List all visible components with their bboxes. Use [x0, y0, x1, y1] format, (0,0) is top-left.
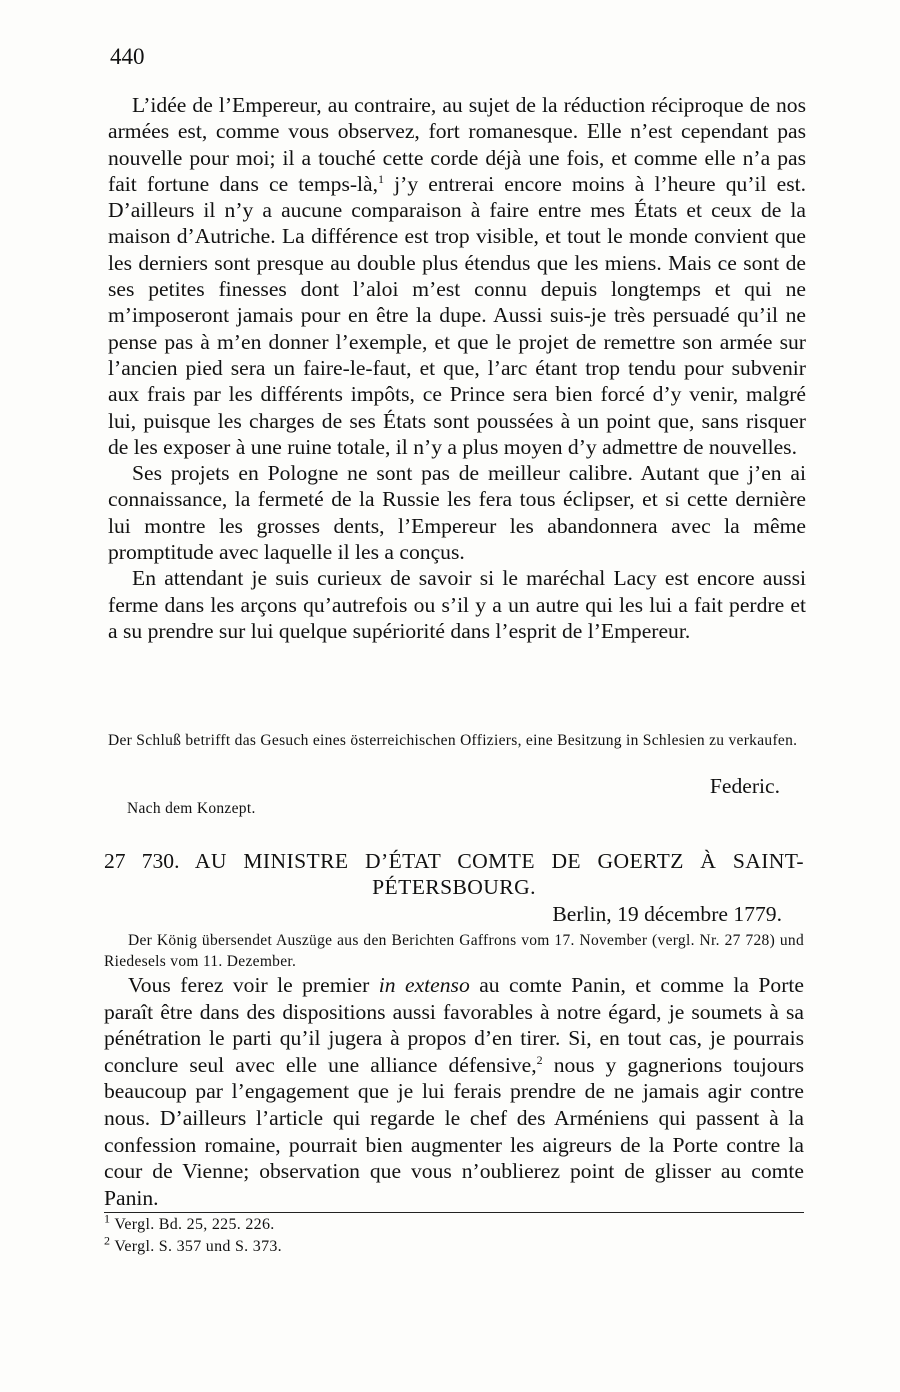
footnote-text: Vergl. S. 357 und S. 373. [110, 1238, 282, 1255]
footnote-ref-2: 2 [536, 1052, 543, 1067]
paragraph-2 [108, 460, 806, 565]
page-number: 440 [110, 44, 145, 69]
footnote-rule [104, 1212, 804, 1213]
letter-paragraph [104, 972, 804, 1211]
letter-text: au comte Panin, et comme la Porte paraît être dans des dispositions aussi favorables à notre égard, je soumets à sa pénétration le parti qu’il jugera à propos d’en tirer. Si, en tout cas, je pourrais conclure seul avec elle une alliance défensive, [104, 973, 805, 1077]
footnotes [104, 1211, 804, 1258]
document-heading [104, 848, 804, 900]
paragraph-text: En attendant je suis curieux de savoir si le maréchal Lacy est encore aussi ferme dans les arçons qu’autrefois ou s’il y a un autre qui les lui a fait perdre et a su prendre sur lui quelque supériorité dans l’esprit de l’Empereur. [108, 566, 806, 643]
footnote-1 [104, 1211, 804, 1236]
letter-emphasis: in extenso [378, 973, 470, 997]
summary-text: Der König übersendet Auszüge aus den Berichten Gaffrons vom 17. November (vergl. Nr. 27 728) und Riedesels vom 11. Dezember. [104, 932, 804, 970]
letter-body [104, 972, 804, 1211]
main-text [108, 92, 806, 644]
editor-note: Der Schluß betrifft das Gesuch eines österreichischen Offiziers, eine Besitzung in Schlesien zu verkaufen. [108, 732, 798, 749]
signature: Federic. [709, 774, 780, 798]
footnote-2 [104, 1233, 804, 1258]
dateline: Berlin, 19 décembre 1779. [552, 902, 782, 926]
paragraph-text-tail: j’y entrerai encore moins à l’heure qu’il est. D’ailleurs il n’y a aucune comparaison à faire entre mes États et ceux de la maison d’Autriche. La différence est trop visible, et tout le monde convient que les derniers sont presque au double plus étendus que les miens. Mais ce sont de ses petites finesses dont l’aloi m’est connu depuis longtemps et qui ne m’imposeront jamais pour en être la dupe. Aussi suis-je très persuadé qu’il ne pense pas à m’en donner l’exemple, et que le projet de remettre son armée sur l’ancien pied sera un faire-le-faut, et que, l’arc étant trop tendu pour subvenir aux frais par les différents impôts, ce Prince sera bien forcé d’y venir, malgré lui, puisque les charges de ses États sont poussées à un point que, sans risquer de les exposer à une ruine totale, il n’y a plus moyen d’y admettre de nouvelles. [108, 171, 806, 459]
document-title: AU MINISTRE D’ÉTAT COMTE DE GOERTZ À SAINT-PÉTERSBOURG. [194, 849, 805, 899]
paragraph-text: L’idée de l’Empereur, au contraire, au sujet de la réduction réciproque de nos armées est, comme vous observez, fort romanesque. Elle n’est cependant pas nouvelle pour moi; il a touché cette corde déjà une fois, et comme elle n’a pas fait fortune dans ce temps-là, [108, 93, 806, 196]
footnote-mark: 2 [104, 1233, 111, 1248]
paragraph-3 [108, 565, 806, 644]
footnote-ref-1: 1 [378, 171, 385, 186]
paragraph-1 [108, 92, 806, 460]
letter-text-tail: nous y gagnerions toujours beaucoup par l’engagement que je lui ferais prendre de ne jamais agir contre nous. D’ailleurs l’article qui regarde le chef des Arméniens qui passent à la confession romaine, pourrait bien augmenter les aigreurs de la Porte contre la cour de Vienne; observation que vous n’oublierez point de glisser au comte Panin. [104, 1052, 804, 1210]
document-number: 27 730. [104, 849, 180, 873]
paragraph-text: Ses projets en Pologne ne sont pas de meilleur calibre. Autant que j’en ai connaissance, la fermeté de la Russie les fera tous éclipser, et si cette dernière lui montre les grosses dents, l’Empereur les abandonnera avec la même promptitude avec laquelle il les a conçus. [108, 461, 806, 565]
letter-text: Vous ferez voir le premier [128, 973, 379, 997]
source-note: Nach dem Konzept. [127, 800, 256, 817]
document-summary [104, 930, 804, 972]
footnote-mark: 1 [104, 1211, 111, 1226]
footnote-text: Vergl. Bd. 25, 225. 226. [110, 1216, 275, 1233]
